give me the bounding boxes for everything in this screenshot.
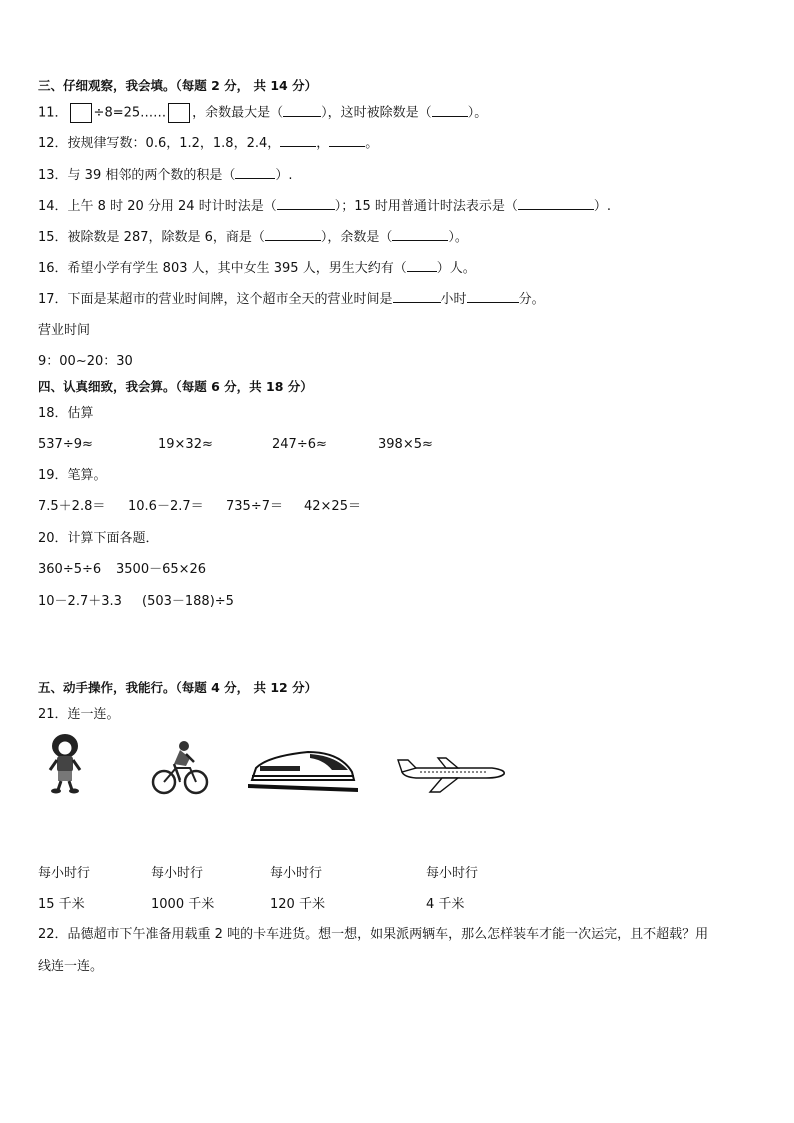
sign-hours: 9：00~20：30 bbox=[38, 354, 133, 369]
q17-blank-hours[interactable] bbox=[393, 290, 441, 303]
question-11 bbox=[38, 103, 487, 123]
remainder-box[interactable] bbox=[168, 103, 190, 123]
section3-heading: 三、仔细观察，我会填。（每题 2 分， 共 14 分） bbox=[38, 78, 318, 93]
cyclist-icon[interactable] bbox=[150, 738, 210, 796]
estimate-item: 398×5≈ bbox=[378, 437, 433, 452]
question-19: 19．笔算。 bbox=[38, 468, 107, 483]
q11-operation: ÷8=25…… bbox=[93, 105, 167, 121]
airplane-icon[interactable] bbox=[396, 752, 508, 796]
question-16 bbox=[38, 259, 476, 278]
q17-blank-minutes[interactable] bbox=[467, 290, 519, 303]
q14-blank-1[interactable] bbox=[277, 197, 335, 210]
question-14 bbox=[38, 197, 611, 216]
q15-blank-1[interactable] bbox=[265, 228, 321, 241]
section4-heading: 四、认真细致，我会算。（每题 6 分，共 18 分） bbox=[38, 379, 313, 394]
q15-text: 15．被除数是 287，除数是 6，商是（ bbox=[38, 230, 265, 245]
written-item: 10.6－2.7＝ bbox=[128, 499, 204, 514]
calc-item: 10－2.7＋3.3 bbox=[38, 594, 122, 609]
q13-blank[interactable] bbox=[235, 166, 275, 179]
section5-heading: 五、动手操作，我能行。（每题 4 分， 共 12 分） bbox=[38, 680, 318, 695]
q17-text: 17．下面是某超市的营业时间牌，这个超市全天的营业时间是 bbox=[38, 292, 393, 307]
question-21: 21．连一连。 bbox=[38, 707, 120, 722]
question-12 bbox=[38, 134, 378, 153]
girl-walking-icon[interactable] bbox=[40, 732, 90, 794]
speed-label: 每小时行 bbox=[270, 866, 323, 881]
q11-blank-1[interactable] bbox=[283, 104, 321, 117]
estimate-item: 537÷9≈ bbox=[38, 437, 93, 452]
q14-text: 14．上午 8 时 20 分用 24 时计时法是（ bbox=[38, 199, 277, 214]
q16-blank[interactable] bbox=[407, 259, 437, 272]
written-item: 42×25＝ bbox=[304, 499, 361, 514]
q14-blank-2[interactable] bbox=[518, 197, 594, 210]
speed-value[interactable]: 1000 千米 bbox=[151, 897, 215, 912]
sign-title: 营业时间 bbox=[38, 323, 91, 338]
q13-end: ）. bbox=[275, 168, 293, 183]
written-item: 7.5＋2.8＝ bbox=[38, 499, 106, 514]
question-20: 20．计算下面各题． bbox=[38, 531, 159, 546]
estimate-item: 247÷6≈ bbox=[272, 437, 327, 452]
question-22-line2: 线连一连。 bbox=[38, 959, 104, 974]
q12-sep: ， bbox=[316, 136, 330, 151]
q14-text-2: ）；15 时用普通计时法表示是（ bbox=[334, 199, 518, 214]
calc-item: (503－188)÷5 bbox=[142, 594, 234, 609]
q11-text-2: ），这时被除数是（ bbox=[321, 105, 432, 121]
calc-item: 3500－65×26 bbox=[116, 562, 207, 577]
q15-blank-2[interactable] bbox=[392, 228, 448, 241]
q11-end: ）。 bbox=[467, 105, 488, 121]
q12-text: 12．按规律写数：0.6，1.2，1.8，2.4， bbox=[38, 136, 281, 151]
question-13 bbox=[38, 166, 293, 185]
estimate-item: 19×32≈ bbox=[158, 437, 213, 452]
question-15 bbox=[38, 228, 468, 247]
q14-end: ）. bbox=[593, 199, 612, 214]
q13-text: 13．与 39 相邻的两个数的积是（ bbox=[38, 168, 236, 183]
q16-text: 16．希望小学有学生 803 人，其中女生 395 人，男生大约有（ bbox=[38, 261, 407, 276]
q17-end: 分。 bbox=[518, 292, 545, 307]
speed-label: 每小时行 bbox=[38, 866, 91, 881]
question-18: 18．估算 bbox=[38, 406, 94, 421]
question-22-line1: 22．品德超市下午准备用载重 2 吨的卡车进货。想一想，如果派两辆车，那么怎样装车才能一次运完，且不超载？用 bbox=[38, 927, 709, 942]
q12-blank-2[interactable] bbox=[329, 134, 365, 147]
high-speed-train-icon[interactable] bbox=[248, 744, 358, 794]
q17-hours-label: 小时 bbox=[440, 292, 467, 307]
written-item: 735÷7＝ bbox=[226, 499, 283, 514]
speed-value[interactable]: 15 千米 bbox=[38, 897, 85, 912]
q15-end: ）。 bbox=[448, 230, 468, 245]
q16-end: ）人。 bbox=[436, 261, 476, 276]
speed-value[interactable]: 120 千米 bbox=[270, 897, 325, 912]
q12-end: 。 bbox=[365, 136, 379, 151]
speed-label: 每小时行 bbox=[151, 866, 204, 881]
dividend-box[interactable] bbox=[70, 103, 92, 123]
q11-text: ，余数最大是（ bbox=[192, 105, 284, 121]
q11-blank-2[interactable] bbox=[432, 104, 468, 117]
question-17 bbox=[38, 290, 545, 309]
speed-value[interactable]: 4 千米 bbox=[426, 897, 465, 912]
q11-number: 11． bbox=[38, 105, 68, 121]
speed-label: 每小时行 bbox=[426, 866, 479, 881]
calc-item: 360÷5÷6 bbox=[38, 562, 102, 577]
q15-text-2: ），余数是（ bbox=[320, 230, 393, 245]
q12-blank-1[interactable] bbox=[280, 134, 316, 147]
